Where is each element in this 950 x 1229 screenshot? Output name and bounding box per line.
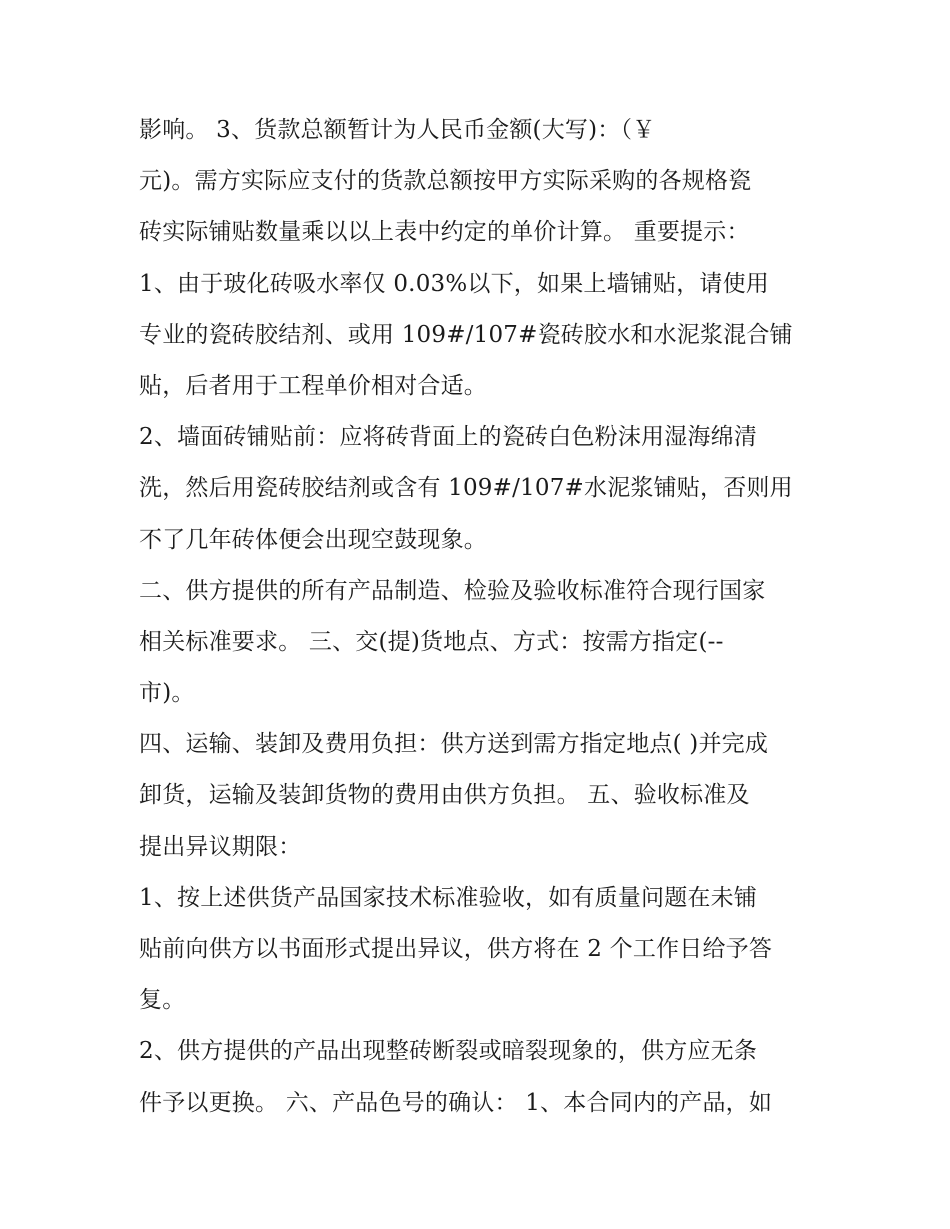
- document-body: [139, 105, 839, 1129]
- text-line: 相关标准要求。 三、交(提)货地点、方式：按需方指定(--: [139, 628, 724, 655]
- text-line: 洗，然后用瓷砖胶结剂或含有 109#/107#水泥浆铺贴，否则用: [139, 475, 793, 502]
- text-line: 不了几年砖体便会出现空鼓现象。: [139, 526, 487, 553]
- text-line: 提出异议期限：: [139, 833, 302, 860]
- text-line: 2、墙面砖铺贴前：应将砖背面上的瓷砖白色粉沫用湿海绵清: [139, 424, 758, 451]
- text-line: 专业的瓷砖胶结剂、或用 109#/107#瓷砖胶水和水泥浆混合铺: [139, 321, 793, 348]
- text-line: 贴，后者用于工程单价相对合适。: [139, 372, 487, 399]
- text-line: 复。: [139, 987, 186, 1014]
- text-line: 市)。: [139, 680, 195, 707]
- text-line: 影响。 3、货款总额暂计为人民币金额(大写)：（￥: [139, 117, 656, 143]
- text-line: 二、供方提供的所有产品制造、检验及验收标准符合现行国家: [139, 577, 766, 604]
- text-line: 2、供方提供的产品出现整砖断裂或暗裂现象的，供方应无条: [139, 1038, 758, 1065]
- text-line: 1、由于玻化砖吸水率仅 0.03%以下，如果上墙铺贴，请使用: [139, 270, 770, 297]
- text-line: 贴前向供方以书面形式提出异议，供方将在 2 个工作日给予答: [139, 936, 773, 962]
- text-line: 元)。需方实际应支付的货款总额按甲方实际采购的各规格瓷: [139, 168, 752, 195]
- text-line: 四、运输、装卸及费用负担：供方送到需方指定地点( )并完成: [139, 731, 769, 758]
- text-line: 卸货，运输及装卸货物的费用由供方负担。 五、验收标准及: [139, 782, 750, 809]
- text-line: 砖实际铺贴数量乘以以上表中约定的单价计算。 重要提示：: [139, 219, 750, 246]
- text-line: 1、按上述供货产品国家技术标准验收，如有质量问题在未铺: [139, 884, 758, 911]
- text-line: 件予以更换。 六、产品色号的确认： 1、本合同内的产品，如: [139, 1089, 773, 1116]
